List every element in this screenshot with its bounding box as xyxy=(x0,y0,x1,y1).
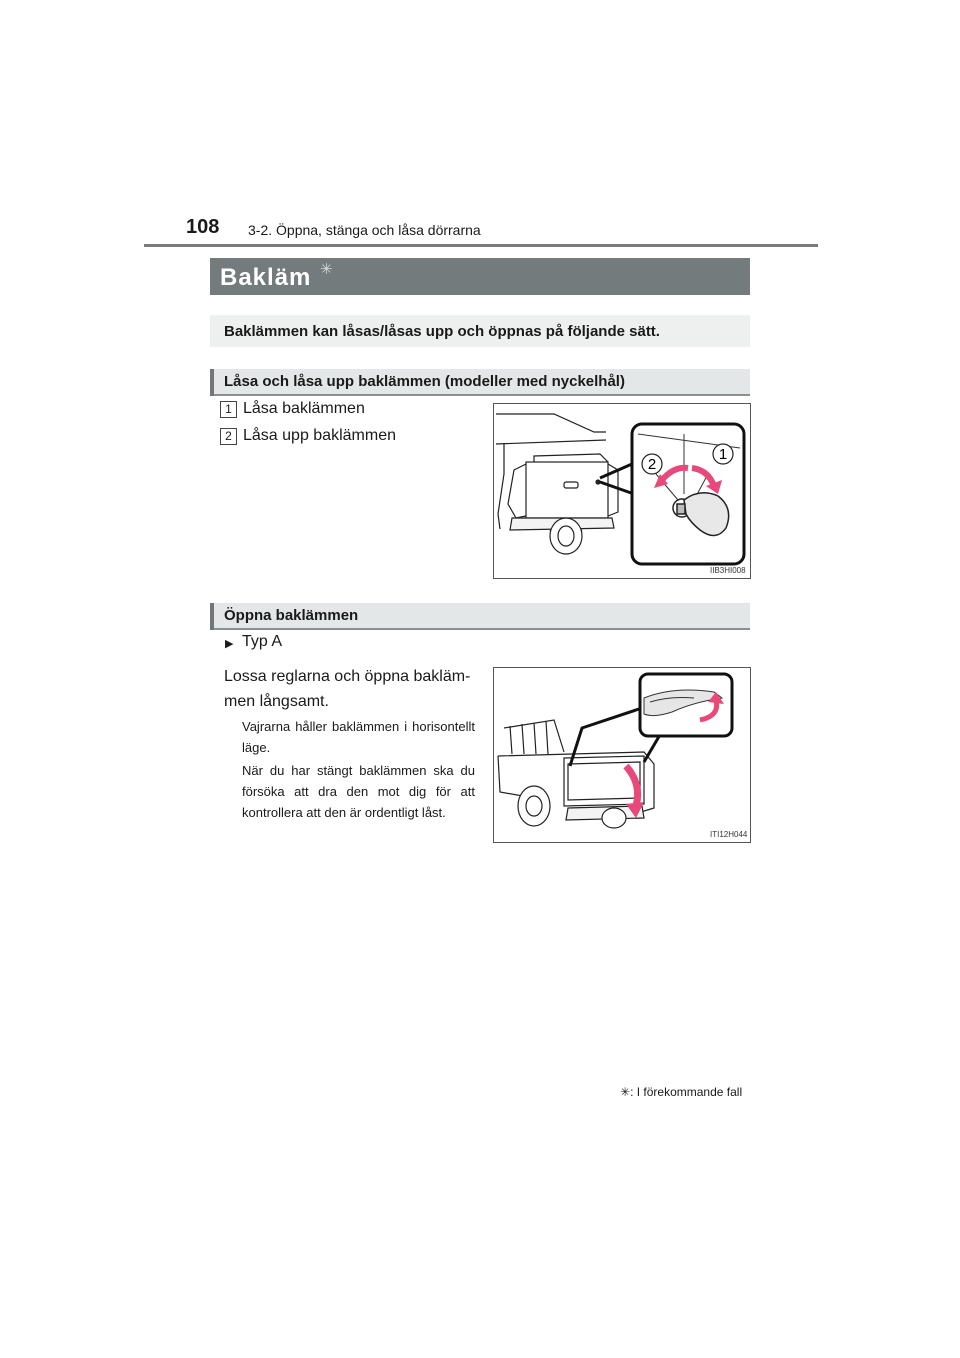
figure-callout-2: 2 xyxy=(647,456,657,473)
step-text-1: Låsa baklämmen xyxy=(243,400,365,417)
footnote-text: : I förekommande fall xyxy=(630,1085,743,1099)
page-title-bar xyxy=(210,258,750,295)
figure-code-2: ITI12H044 xyxy=(710,830,748,839)
instruction-line-1: Lossa reglarna och öppna bakläm- xyxy=(224,668,471,685)
running-header: 3-2. Öppna, stänga och låsa dörrarna xyxy=(248,222,481,238)
section-heading-lock xyxy=(210,369,750,396)
footnote xyxy=(620,1085,742,1099)
type-label: Typ A xyxy=(242,633,283,650)
instruction-line-2: men långsamt. xyxy=(224,693,329,710)
tailgate-lock-figure xyxy=(493,403,751,579)
figure-callout-1: 1 xyxy=(718,446,728,463)
instruction-text xyxy=(224,664,474,714)
triangle-right-icon: ▶ xyxy=(225,638,234,650)
asterisk-icon: ✳ xyxy=(320,261,333,278)
tailgate-lock-illustration xyxy=(494,404,750,578)
step-number-1: 1 xyxy=(220,401,237,418)
tailgate-open-figure xyxy=(493,667,751,843)
page-number: 108 xyxy=(186,216,220,238)
tailgate-open-illustration xyxy=(494,668,750,842)
section-heading-lock-text: Låsa och låsa upp baklämmen (modeller med nyckelhål) xyxy=(224,373,625,390)
note-cables: Vajrarna håller baklämmen i horisontellt läge. xyxy=(242,719,475,755)
section-heading-open xyxy=(210,603,750,630)
page-title: Bakläm xyxy=(220,264,312,291)
step-text-2: Låsa upp baklämmen xyxy=(243,427,396,444)
note-check-locked: När du har stängt baklämmen ska du försöka att dra den mot dig för att kontrollera att den är ordentligt låst. xyxy=(242,763,475,820)
section-heading-open-text: Öppna baklämmen xyxy=(224,607,359,624)
header-divider xyxy=(144,244,818,247)
figure-code-1: IIB3HI008 xyxy=(710,566,746,575)
asterisk-icon: ✳ xyxy=(620,1085,631,1099)
step-number-2: 2 xyxy=(220,428,237,445)
intro-box xyxy=(210,315,750,347)
intro-text: Baklämmen kan låsas/låsas upp och öppnas på följande sätt. xyxy=(224,323,660,340)
